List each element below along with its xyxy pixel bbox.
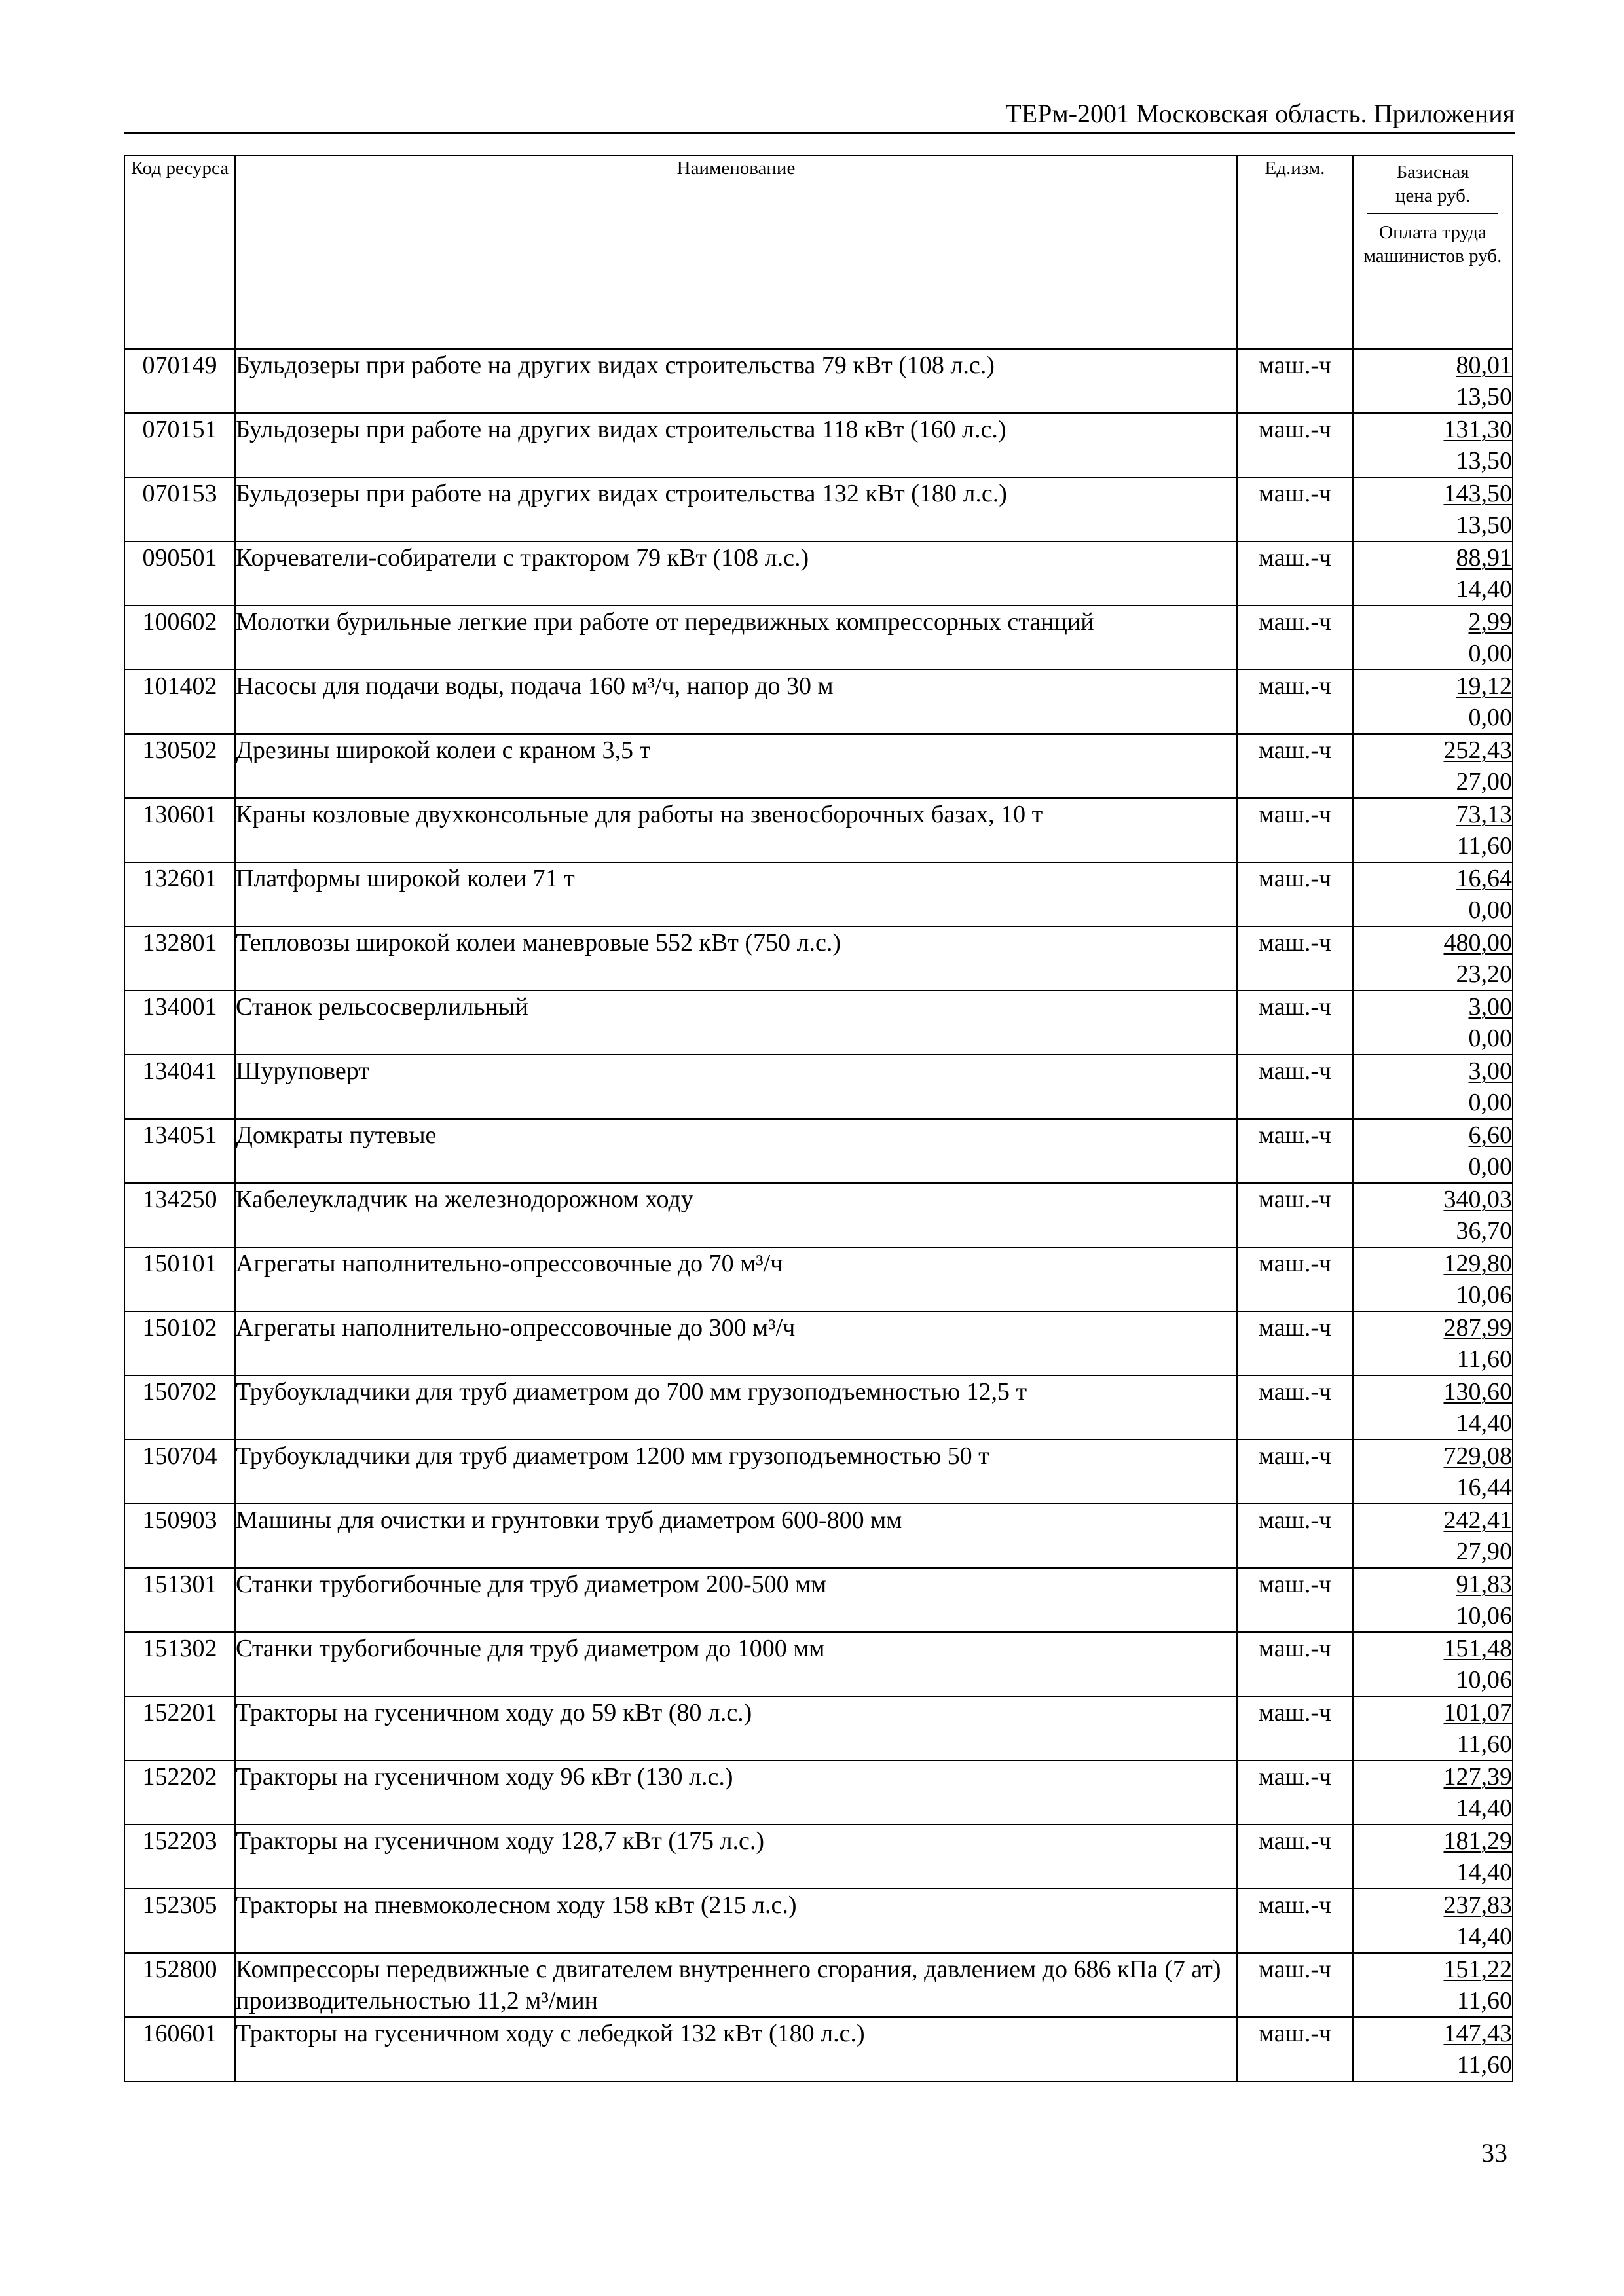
unit-of-measure: маш.-ч xyxy=(1237,1632,1353,1696)
price-cell xyxy=(1353,1953,1513,2017)
resource-code: 090501 xyxy=(124,541,235,606)
resource-name: Бульдозеры при работе на других видах строительства 132 кВт (180 л.с.) xyxy=(235,477,1237,541)
unit-of-measure: маш.-ч xyxy=(1237,734,1353,798)
table-row xyxy=(124,1311,1513,1376)
table-row xyxy=(124,1568,1513,1632)
price-cell xyxy=(1353,798,1513,862)
resource-code: 152202 xyxy=(124,1760,235,1825)
base-price: 147,43 xyxy=(1443,2020,1512,2047)
table-row xyxy=(124,541,1513,606)
base-price: 3,00 xyxy=(1468,1057,1512,1085)
operator-wage: 14,40 xyxy=(1456,1795,1512,1822)
operator-wage: 11,60 xyxy=(1456,832,1512,860)
resource-code: 070153 xyxy=(124,477,235,541)
unit-of-measure: маш.-ч xyxy=(1237,541,1353,606)
running-header: ТЕРм-2001 Московская область. Приложения xyxy=(1005,99,1515,128)
resource-code: 134001 xyxy=(124,991,235,1055)
operator-wage: 11,60 xyxy=(1456,1987,1512,2014)
unit-of-measure: маш.-ч xyxy=(1237,1311,1353,1376)
resource-name: Трубоукладчики для труб диаметром 1200 мм грузоподъемностью 50 т xyxy=(235,1440,1237,1504)
resource-name: Тракторы на гусеничном ходу с лебедкой 132 кВт (180 л.с.) xyxy=(235,2017,1237,2081)
base-price: 242,41 xyxy=(1443,1506,1512,1534)
resource-name: Агрегаты наполнительно-опрессовочные до 300 м³/ч xyxy=(235,1311,1237,1376)
resource-code: 150702 xyxy=(124,1376,235,1440)
table-row xyxy=(124,413,1513,477)
operator-wage: 14,40 xyxy=(1456,1410,1512,1437)
column-header-price xyxy=(1353,156,1513,349)
resource-name: Тракторы на гусеничном ходу 96 кВт (130 л.с.) xyxy=(235,1760,1237,1825)
resource-name: Шуруповерт xyxy=(235,1055,1237,1119)
unit-of-measure: маш.-ч xyxy=(1237,991,1353,1055)
resource-code: 132801 xyxy=(124,926,235,991)
base-price: 127,39 xyxy=(1443,1763,1512,1791)
operator-wage: 14,40 xyxy=(1456,575,1512,603)
resource-table xyxy=(124,155,1513,2082)
table-row xyxy=(124,1889,1513,1953)
unit-of-measure: маш.-ч xyxy=(1237,1889,1353,1953)
column-header-code: Код ресурса xyxy=(124,156,235,349)
unit-of-measure: маш.-ч xyxy=(1237,477,1353,541)
operator-wage: 10,06 xyxy=(1456,1281,1512,1309)
resource-name: Трубоукладчики для труб диаметром до 700 мм грузоподъемностью 12,5 т xyxy=(235,1376,1237,1440)
resource-code: 150903 xyxy=(124,1504,235,1568)
resource-name: Компрессоры передвижные с двигателем внутреннего сгорания, давлением до 686 кПа (7 ат) производительностью 11,2 м³/мин xyxy=(235,1953,1237,2017)
operator-wage: 0,00 xyxy=(1468,1153,1512,1180)
base-price: 340,03 xyxy=(1443,1186,1512,1213)
base-price: 16,64 xyxy=(1456,865,1512,892)
operator-wage: 13,50 xyxy=(1456,511,1512,539)
base-price: 143,50 xyxy=(1443,480,1512,507)
resource-code: 150101 xyxy=(124,1247,235,1311)
unit-of-measure: маш.-ч xyxy=(1237,1119,1353,1183)
operator-wage: 0,00 xyxy=(1468,640,1512,667)
operator-wage: 13,50 xyxy=(1456,383,1512,410)
table-row xyxy=(124,1183,1513,1247)
operator-wage: 10,06 xyxy=(1456,1602,1512,1630)
unit-of-measure: маш.-ч xyxy=(1237,798,1353,862)
table-row xyxy=(124,1760,1513,1825)
table-row xyxy=(124,734,1513,798)
operator-wage: 11,60 xyxy=(1456,1730,1512,1758)
resource-code: 150704 xyxy=(124,1440,235,1504)
unit-of-measure: маш.-ч xyxy=(1237,1825,1353,1889)
resource-name: Тракторы на гусеничном ходу до 59 кВт (80 л.с.) xyxy=(235,1696,1237,1760)
base-price: 131,30 xyxy=(1443,416,1512,443)
unit-of-measure: маш.-ч xyxy=(1237,1953,1353,2017)
resource-code: 152201 xyxy=(124,1696,235,1760)
price-cell xyxy=(1353,734,1513,798)
operator-wage: 27,00 xyxy=(1456,768,1512,795)
price-cell xyxy=(1353,1376,1513,1440)
resource-name: Бульдозеры при работе на других видах строительства 118 кВт (160 л.с.) xyxy=(235,413,1237,477)
unit-of-measure: маш.-ч xyxy=(1237,1183,1353,1247)
resource-code: 151301 xyxy=(124,1568,235,1632)
resource-code: 152305 xyxy=(124,1889,235,1953)
base-price: 287,99 xyxy=(1443,1314,1512,1341)
base-price: 181,29 xyxy=(1443,1827,1512,1855)
price-cell xyxy=(1353,349,1513,413)
price-cell xyxy=(1353,1568,1513,1632)
base-price: 729,08 xyxy=(1443,1442,1512,1470)
resource-name: Агрегаты наполнительно-опрессовочные до 70 м³/ч xyxy=(235,1247,1237,1311)
resource-name: Тракторы на гусеничном ходу 128,7 кВт (175 л.с.) xyxy=(235,1825,1237,1889)
resource-name: Тепловозы широкой колеи маневровые 552 кВт (750 л.с.) xyxy=(235,926,1237,991)
base-price: 480,00 xyxy=(1443,929,1512,957)
resource-name: Насосы для подачи воды, подача 160 м³/ч, напор до 30 м xyxy=(235,670,1237,734)
column-header-base-price: Базисная цена руб. xyxy=(1395,162,1471,206)
column-header-operator-wage: Оплата труда машинистов руб. xyxy=(1363,222,1502,266)
unit-of-measure: маш.-ч xyxy=(1237,1760,1353,1825)
table-row xyxy=(124,1825,1513,1889)
price-cell xyxy=(1353,606,1513,670)
header-rule xyxy=(124,132,1515,134)
column-header-name: Наименование xyxy=(235,156,1237,349)
table-row xyxy=(124,670,1513,734)
table-row xyxy=(124,1632,1513,1696)
operator-wage: 13,50 xyxy=(1456,447,1512,475)
resource-code: 152203 xyxy=(124,1825,235,1889)
table-row xyxy=(124,2017,1513,2081)
base-price: 130,60 xyxy=(1443,1378,1512,1406)
base-price: 91,83 xyxy=(1456,1571,1512,1598)
base-price: 237,83 xyxy=(1443,1891,1512,1919)
price-cell xyxy=(1353,541,1513,606)
operator-wage: 16,44 xyxy=(1456,1474,1512,1501)
resource-code: 134051 xyxy=(124,1119,235,1183)
resource-code: 151302 xyxy=(124,1632,235,1696)
price-cell xyxy=(1353,670,1513,734)
price-cell xyxy=(1353,1311,1513,1376)
resource-code: 152800 xyxy=(124,1953,235,2017)
price-cell xyxy=(1353,1119,1513,1183)
price-cell xyxy=(1353,413,1513,477)
price-cell xyxy=(1353,1696,1513,1760)
table-row xyxy=(124,349,1513,413)
operator-wage: 11,60 xyxy=(1456,2051,1512,2079)
operator-wage: 36,70 xyxy=(1456,1217,1512,1245)
price-cell xyxy=(1353,862,1513,926)
unit-of-measure: маш.-ч xyxy=(1237,862,1353,926)
price-cell xyxy=(1353,1825,1513,1889)
base-price: 3,00 xyxy=(1468,993,1512,1021)
table-row xyxy=(124,1055,1513,1119)
table-row xyxy=(124,798,1513,862)
resource-name: Домкраты путевые xyxy=(235,1119,1237,1183)
price-cell xyxy=(1353,991,1513,1055)
resource-name: Корчеватели-собиратели с трактором 79 кВт (108 л.с.) xyxy=(235,541,1237,606)
operator-wage: 0,00 xyxy=(1468,1025,1512,1052)
column-header-unit: Ед.изм. xyxy=(1237,156,1353,349)
unit-of-measure: маш.-ч xyxy=(1237,1440,1353,1504)
operator-wage: 11,60 xyxy=(1456,1345,1512,1373)
price-cell xyxy=(1353,1504,1513,1568)
table-row xyxy=(124,1247,1513,1311)
operator-wage: 10,06 xyxy=(1456,1666,1512,1694)
resource-name: Станки трубогибочные для труб диаметром 200-500 мм xyxy=(235,1568,1237,1632)
table-row xyxy=(124,862,1513,926)
base-price: 151,22 xyxy=(1443,1956,1512,1983)
unit-of-measure: маш.-ч xyxy=(1237,413,1353,477)
table-row xyxy=(124,991,1513,1055)
operator-wage: 27,90 xyxy=(1456,1538,1512,1565)
price-cell xyxy=(1353,1247,1513,1311)
table-row xyxy=(124,1696,1513,1760)
unit-of-measure: маш.-ч xyxy=(1237,1568,1353,1632)
base-price: 101,07 xyxy=(1443,1699,1512,1726)
operator-wage: 0,00 xyxy=(1468,896,1512,924)
resource-name: Тракторы на пневмоколесном ходу 158 кВт (215 л.с.) xyxy=(235,1889,1237,1953)
resource-code: 160601 xyxy=(124,2017,235,2081)
resource-code: 132601 xyxy=(124,862,235,926)
table-row xyxy=(124,1119,1513,1183)
operator-wage: 14,40 xyxy=(1456,1923,1512,1950)
price-cell xyxy=(1353,477,1513,541)
base-price: 88,91 xyxy=(1456,544,1512,572)
base-price: 6,60 xyxy=(1468,1121,1512,1149)
operator-wage: 23,20 xyxy=(1456,960,1512,988)
unit-of-measure: маш.-ч xyxy=(1237,606,1353,670)
resource-code: 130502 xyxy=(124,734,235,798)
price-cell xyxy=(1353,1055,1513,1119)
resource-name: Станки трубогибочные для труб диаметром до 1000 мм xyxy=(235,1632,1237,1696)
price-cell xyxy=(1353,1440,1513,1504)
resource-code: 134041 xyxy=(124,1055,235,1119)
base-price: 151,48 xyxy=(1443,1635,1512,1662)
resource-name: Станок рельсосверлильный xyxy=(235,991,1237,1055)
unit-of-measure: маш.-ч xyxy=(1237,349,1353,413)
table-body xyxy=(124,349,1513,2081)
resource-code: 101402 xyxy=(124,670,235,734)
base-price: 19,12 xyxy=(1456,672,1512,700)
price-cell xyxy=(1353,1760,1513,1825)
resource-name: Краны козловые двухконсольные для работы на звеносборочных базах, 10 т xyxy=(235,798,1237,862)
resource-code: 070151 xyxy=(124,413,235,477)
price-cell xyxy=(1353,1183,1513,1247)
unit-of-measure: маш.-ч xyxy=(1237,670,1353,734)
price-cell xyxy=(1353,2017,1513,2081)
resource-code: 130601 xyxy=(124,798,235,862)
price-header-divider xyxy=(1367,213,1498,214)
unit-of-measure: маш.-ч xyxy=(1237,1247,1353,1311)
resource-name: Кабелеукладчик на железнодорожном ходу xyxy=(235,1183,1237,1247)
unit-of-measure: маш.-ч xyxy=(1237,1055,1353,1119)
table-row xyxy=(124,606,1513,670)
resource-name: Машины для очистки и грунтовки труб диаметром 600-800 мм xyxy=(235,1504,1237,1568)
resource-code: 070149 xyxy=(124,349,235,413)
table-header-row xyxy=(124,156,1513,349)
base-price: 80,01 xyxy=(1456,352,1512,379)
unit-of-measure: маш.-ч xyxy=(1237,1376,1353,1440)
table-row xyxy=(124,1440,1513,1504)
unit-of-measure: маш.-ч xyxy=(1237,1504,1353,1568)
operator-wage: 14,40 xyxy=(1456,1859,1512,1886)
unit-of-measure: маш.-ч xyxy=(1237,2017,1353,2081)
operator-wage: 0,00 xyxy=(1468,1089,1512,1116)
resource-name: Дрезины широкой колеи с краном 3,5 т xyxy=(235,734,1237,798)
resource-code: 150102 xyxy=(124,1311,235,1376)
table-row xyxy=(124,926,1513,991)
base-price: 73,13 xyxy=(1456,801,1512,828)
operator-wage: 0,00 xyxy=(1468,704,1512,731)
resource-name: Платформы широкой колеи 71 т xyxy=(235,862,1237,926)
unit-of-measure: маш.-ч xyxy=(1237,926,1353,991)
base-price: 129,80 xyxy=(1443,1250,1512,1277)
resource-code: 100602 xyxy=(124,606,235,670)
page-number: 33 xyxy=(1481,2138,1507,2168)
price-cell xyxy=(1353,1889,1513,1953)
price-cell xyxy=(1353,1632,1513,1696)
unit-of-measure: маш.-ч xyxy=(1237,1696,1353,1760)
base-price: 252,43 xyxy=(1443,737,1512,764)
price-cell xyxy=(1353,926,1513,991)
resource-name: Молотки бурильные легкие при работе от передвижных компрессорных станций xyxy=(235,606,1237,670)
table-row xyxy=(124,1504,1513,1568)
base-price: 2,99 xyxy=(1468,608,1512,636)
resource-code: 134250 xyxy=(124,1183,235,1247)
table-row xyxy=(124,1376,1513,1440)
resource-name: Бульдозеры при работе на других видах строительства 79 кВт (108 л.с.) xyxy=(235,349,1237,413)
table-row xyxy=(124,1953,1513,2017)
table-row xyxy=(124,477,1513,541)
